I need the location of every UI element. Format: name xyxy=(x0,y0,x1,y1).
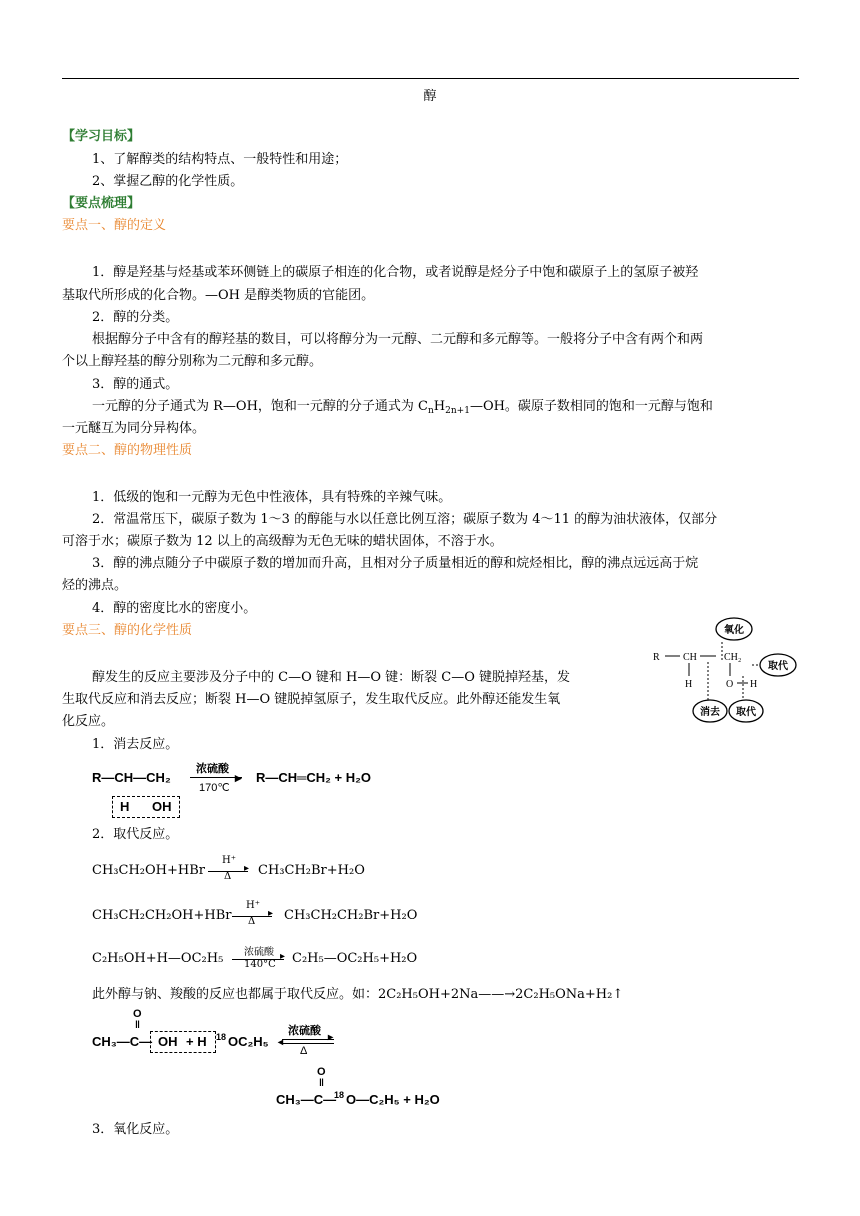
s3-intro2: 生取代反应和消去反应；断裂 H—O 键脱掉氢原子，发生取代反应。此外醇还能发生氧 xyxy=(62,692,561,707)
diag-substitution-right-label: 取代 xyxy=(768,661,788,672)
diag-R: R xyxy=(653,652,660,663)
s1-p3-line2: 个以上醇羟基的醇分别称为二元醇和多元醇。 xyxy=(62,354,323,369)
s1-p1-line2: 基取代所形成的化合物。—OH 是醇类物质的官能团。 xyxy=(62,288,375,303)
s1-p5-line2: 一元醚互为同分异构体。 xyxy=(62,421,206,436)
substitution-equation-2: CH₃CH₂CH₂OH+HBr H⁺ ▸ Δ CH₃CH₂CH₂Br+H₂O xyxy=(92,900,418,927)
s2-l4: 4．醇的密度比水的密度小。 xyxy=(92,601,257,616)
s2-l3a: 3．醇的沸点随分子中碳原子数的增加而升高，且相对分子质量相近的醇和烷烃相比，醇的沸点远远高于烷 xyxy=(92,556,699,571)
s1-p2: 2．醇的分类。 xyxy=(92,310,179,325)
goal-item-2: 2、掌握乙醇的化学性质。 xyxy=(92,174,244,189)
goals-heading: 【学习目标】 xyxy=(62,129,141,144)
diag-O: O xyxy=(726,679,734,690)
section1-heading: 要点一、醇的定义 xyxy=(62,218,167,233)
diag-CH: CH xyxy=(683,652,697,663)
diag-H-right: H xyxy=(750,679,758,690)
diag-H-left: H xyxy=(685,679,693,690)
s1-p1-line1: 1．醇是羟基与烃基或苯环侧链上的碳原子相连的化合物，或者说醇是烃分子中饱和碳原子上的氢原子被羟 xyxy=(92,265,699,280)
diag-elimination-label: 消去 xyxy=(700,707,720,718)
s3-sub1: 1．消去反应。 xyxy=(92,737,179,752)
esterification-equation: O ‖ CH₃—C— OH + H 18 OC₂H₅ 浓硫酸 ▸ ◂ Δ O ‖ CH₃—C— 18 O—C₂H₅ + H₂O xyxy=(92,1008,440,1107)
s1-p5-line1: 一元醇的分子通式为 R—OH，饱和一元醇的分子通式为 $C_nH_{2n+1}—OH$。碳原子数相同的饱和一元醇与饱和 xyxy=(92,399,713,416)
s3-sub2: 2．取代反应。 xyxy=(92,827,179,842)
s3-extra: 此外醇与钠、羧酸的反应也都属于取代反应。如：2C₂H₅OH+2Na——→2C₂H₅ONa+H₂↑ xyxy=(92,987,624,1002)
s2-l3b: 烃的沸点。 xyxy=(62,578,128,593)
goal-item-1: 1、了解醇类的结构特点、一般特性和用途； xyxy=(92,152,348,167)
diag-substitution-bottom-label: 取代 xyxy=(736,707,756,718)
s3-intro3: 化反应。 xyxy=(62,714,115,729)
points-heading: 【要点梳理】 xyxy=(62,196,141,211)
alcohol-bond-diagram xyxy=(648,616,800,724)
s2-l2a: 2．常温常压下，碳原子数为 1～3 的醇能与水以任意比例互溶；碳原子数为 4～11 的醇为油状液体，仅部分 xyxy=(92,512,718,527)
header-rule xyxy=(62,78,799,79)
diag-oxidation-label: 氧化 xyxy=(724,625,744,636)
elimination-equation: R—CH—CH₂ 浓硫酸 ▸ 170℃ R—CH═CH₂ + H₂O H OH xyxy=(92,760,412,824)
s2-l1: 1．低级的饱和一元醇为无色中性液体，具有特殊的辛辣气味。 xyxy=(92,490,452,505)
s1-p3-line1: 根据醇分子中含有的醇羟基的数目，可以将醇分为一元醇、二元醇和多元醇等。一般将分子中含有两个和两 xyxy=(92,332,704,347)
s1-p4: 3．醇的通式。 xyxy=(92,377,179,392)
s2-l2b: 可溶于水；碳原子数为 12 以上的高级醇为无色无味的蜡状固体，不溶于水。 xyxy=(62,534,503,549)
s3-intro1: 醇发生的反应主要涉及分子中的 C—O 键和 H—O 键：断裂 C—O 键脱掉羟基，发 xyxy=(92,670,570,685)
s3-sub3: 3．氧化反应。 xyxy=(92,1122,179,1137)
diag-CH2: CH₂ xyxy=(724,652,742,663)
section3-heading: 要点三、醇的化学性质 xyxy=(62,623,193,638)
substitution-equation-1: CH₃CH₂OH+HBr H⁺ ▸ Δ CH₃CH₂Br+H₂O xyxy=(92,855,365,882)
page-title: 醇 xyxy=(423,89,437,104)
section2-heading: 要点二、醇的物理性质 xyxy=(62,443,193,458)
substitution-equation-3: C₂H₅OH+H—OC₂H₅ 浓硫酸 ▸ 140°C C₂H₅—OC₂H₅+H₂O xyxy=(92,947,418,970)
